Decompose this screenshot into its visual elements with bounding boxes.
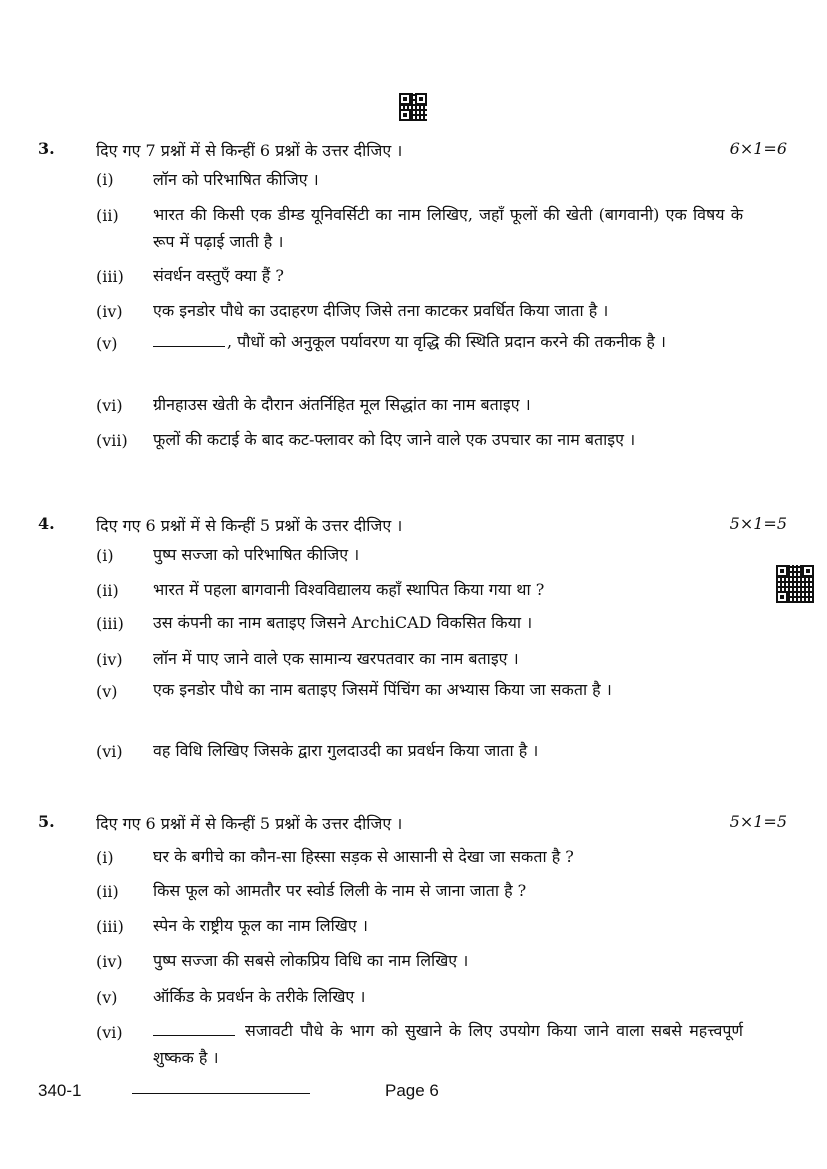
item-text-with-blank — [153, 1017, 743, 1071]
item-roman: (iii) — [96, 917, 124, 936]
paper-code: 340-1 — [38, 1081, 82, 1100]
item-text: ऑर्किड के प्रवर्धन के तरीके लिखिए । — [153, 987, 366, 1006]
question-instruction: दिए गए 7 प्रश्नों में से किन्हीं 6 प्रश्नों के उत्तर दीजिए । — [96, 141, 403, 160]
item-text: लॉन में पाए जाने वाले एक सामान्य खरपतवार का नाम बताइए । — [153, 649, 519, 668]
item-text: , पौधों को अनुकूल पर्यावरण या वृद्धि की स्थिति प्रदान करने की तकनीक है । — [227, 332, 666, 351]
item-roman: (vi) — [96, 396, 123, 415]
item-roman: (ii) — [96, 206, 119, 225]
item-roman: (i) — [96, 546, 114, 565]
item-text: एक इनडोर पौधे का उदाहरण दीजिए जिसे तना काटकर प्रवर्धित किया जाता है । — [153, 301, 609, 320]
item-text: लॉन को परिभाषित कीजिए । — [153, 170, 319, 189]
question-instruction: दिए गए 6 प्रश्नों में से किन्हीं 5 प्रश्नों के उत्तर दीजिए । — [96, 516, 403, 535]
item-roman: (iii) — [96, 267, 124, 286]
item-text: एक इनडोर पौधे का नाम बताइए जिसमें पिंचिंग का अभ्यास किया जा सकता है । — [153, 680, 612, 699]
question-number: 5. — [38, 812, 55, 831]
answer-blank — [153, 1021, 235, 1036]
question-marks: 6×1=6 — [729, 139, 787, 158]
item-roman: (iv) — [96, 952, 123, 971]
item-text: संवर्धन वस्तुएँ क्या हैं ? — [153, 266, 284, 285]
question-marks: 5×1=5 — [729, 812, 787, 831]
item-text: भारत की किसी एक डीम्ड यूनिवर्सिटी का नाम लिखिए, जहाँ फूलों की खेती (बागवानी) एक विषय के रूप में पढ़ाई जाती है । — [153, 205, 743, 251]
item-roman: (ii) — [96, 581, 119, 600]
item-roman: (ii) — [96, 882, 119, 901]
item-text: घर के बगीचे का कौन-सा हिस्सा सड़क से आसानी से देखा जा सकता है ? — [153, 847, 574, 866]
item-text: भारत में पहला बागवानी विश्वविद्यालय कहाँ स्थापित किया गया था ? — [153, 580, 545, 599]
item-text: फूलों की कटाई के बाद कट-फ्लावर को दिए जाने वाले एक उपचार का नाम बताइए । — [153, 430, 636, 449]
question-instruction: दिए गए 6 प्रश्नों में से किन्हीं 5 प्रश्नों के उत्तर दीजिए । — [96, 814, 403, 833]
item-text: सजावटी पौधे के भाग को सुखाने के लिए उपयोग किया जाने वाला सबसे महत्त्वपूर्ण शुष्कक है । — [153, 1021, 743, 1067]
item-roman: (i) — [96, 170, 114, 189]
item-roman: (iii) — [96, 614, 124, 633]
item-roman: (iv) — [96, 650, 123, 669]
page-number: Page 6 — [385, 1081, 439, 1100]
answer-blank — [153, 332, 225, 347]
item-text: ग्रीनहाउस खेती के दौरान अंतर्निहित मूल सिद्धांत का नाम बताइए । — [153, 395, 531, 414]
qr-code-side — [776, 565, 814, 603]
item-roman: (v) — [96, 988, 118, 1007]
question-number: 3. — [38, 139, 55, 158]
item-text: किस फूल को आमतौर पर स्वोर्ड लिली के नाम से जाना जाता है ? — [153, 881, 527, 900]
item-text: स्पेन के राष्ट्रीय फूल का नाम लिखिए । — [153, 916, 368, 935]
item-roman: (iv) — [96, 302, 123, 321]
qr-code-top — [399, 93, 427, 121]
item-roman: (v) — [96, 334, 118, 353]
item-roman: (vi) — [96, 742, 123, 761]
item-text-with-blank — [153, 328, 743, 355]
item-roman: (vii) — [96, 431, 128, 450]
item-text: पुष्प सज्जा को परिभाषित कीजिए । — [153, 545, 360, 564]
item-text: पुष्प सज्जा की सबसे लोकप्रिय विधि का नाम लिखिए । — [153, 951, 469, 970]
item-text: उस कंपनी का नाम बताइए जिसने ArchiCAD विकसित किया । — [153, 613, 533, 632]
question-marks: 5×1=5 — [729, 514, 787, 533]
item-roman: (vi) — [96, 1023, 123, 1042]
question-number: 4. — [38, 514, 55, 533]
item-roman: (i) — [96, 848, 114, 867]
item-roman: (v) — [96, 682, 118, 701]
footer-rule — [132, 1093, 310, 1094]
item-text: वह विधि लिखिए जिसके द्वारा गुलदाउदी का प्रवर्धन किया जाता है । — [153, 741, 539, 760]
